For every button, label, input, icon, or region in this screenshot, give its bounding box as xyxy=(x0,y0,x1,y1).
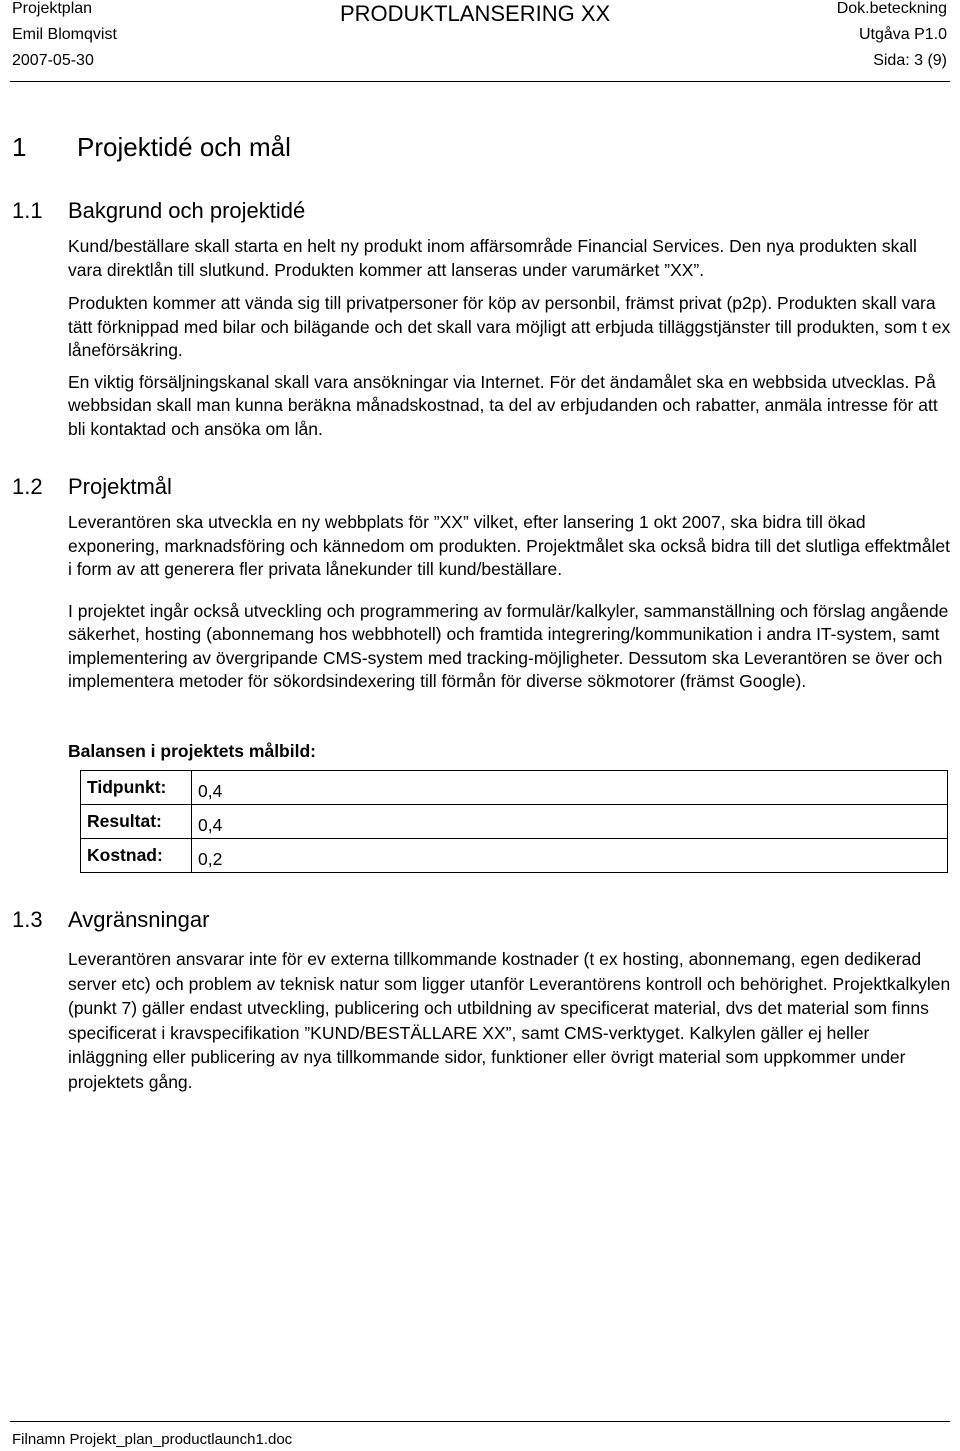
header-rule xyxy=(10,81,950,82)
balance-value: 0,4 xyxy=(198,781,223,801)
paragraph: Leverantören ansvarar inte för ev externa tillkommande kostnader (t ex hosting, abonnemang, egen dedikerad server etc) och problem av teknisk natur som ligger utanför Leverantörens kontroll och behörighet. Projektkalkylen (punkt 7) gäller endast utveckling, publicering och utbildning av specificerat material, dvs det material som finns specificerat i kravspecifikation ”KUND/BESTÄLLARE XX”, samt CMS-verktyget. Kalkylen gäller ej heller inläggning eller publicering av nya tillkommande sidor, funktioner eller övrigt material som uppkommer under projektets gång. xyxy=(68,949,951,1092)
footer-rule xyxy=(10,1421,950,1422)
section-1-number: 1 xyxy=(12,132,27,162)
doc-id-label: Dok.beteckning xyxy=(836,0,947,17)
paragraph: Produkten kommer att vända sig till privatpersoner för köp av personbil, främst privat (p2p). Produkten skall vara tätt förknippad med bilar och bilägande och det skall vara möjligt att erbjuda tilläggstjänster till produkten, som t ex låneförsäkring. xyxy=(68,293,951,360)
table-row xyxy=(81,805,948,839)
paragraph: Leverantören ska utveckla en ny webbplats för ”XX” vilket, efter lansering 1 okt 2007, ska bidra till ökad exponering, marknadsföring och kännedom om produkten. Projektmålet ska också bidra till det slutliga effektmålet i form av att generera fler privata lånekunder till kund/beställare. xyxy=(68,512,950,579)
section-1-title: Projektidé och mål xyxy=(77,132,291,162)
section-1-2-number: 1.2 xyxy=(12,474,43,499)
section-1-2-body xyxy=(68,511,952,694)
section-1-3-number: 1.3 xyxy=(12,907,43,932)
balance-value: 0,4 xyxy=(198,815,223,835)
balance-label: Resultat: xyxy=(81,805,192,839)
balance-value-cell xyxy=(192,839,948,873)
section-1-1-body xyxy=(68,235,952,441)
balance-value-cell xyxy=(192,771,948,805)
table-row xyxy=(81,839,948,873)
section-1-3-title: Avgränsningar xyxy=(68,907,210,932)
paragraph: I projektet ingår också utveckling och programmering av formulär/kalkyler, sammanställning och förslag angående säkerhet, hosting (abonnemang hos webbhotell) och framtida integrering/kommunikation i andra IT-system, samt implementering av övergripande CMS-system med tracking-möjligheter. Dessutom ska Leverantören se över och implementera metoder för sökordsindexering till förmån för diverse sökmotorer (främst Google). xyxy=(68,600,949,691)
balance-value: 0,2 xyxy=(198,849,223,869)
balance-label: Kostnad: xyxy=(81,839,192,873)
page-number: Sida: 3 (9) xyxy=(873,52,947,69)
footer-filename: Filnamn Projekt_plan_productlaunch1.doc xyxy=(12,1431,293,1448)
section-1-2-title: Projektmål xyxy=(68,474,172,499)
balance-title: Balansen i projektets målbild: xyxy=(68,741,316,761)
table-row xyxy=(81,771,948,805)
balance-value-cell xyxy=(192,805,948,839)
section-1-1-title: Bakgrund och projektidé xyxy=(68,198,306,223)
doc-type: Projektplan xyxy=(12,0,93,17)
balance-label: Tidpunkt: xyxy=(81,771,192,805)
doc-title: PRODUKTLANSERING XX xyxy=(340,1,611,26)
edition: Utgåva P1.0 xyxy=(858,26,947,43)
section-1-1-number: 1.1 xyxy=(12,198,43,223)
balance-table xyxy=(80,770,948,873)
section-1-3-body xyxy=(68,947,952,1095)
doc-date: 2007-05-30 xyxy=(12,52,94,69)
paragraph: Kund/beställare skall starta en helt ny produkt inom affärsområde Financial Services. Den nya produkten skall vara direktlån till slutkund. Produkten kommer att lanseras under varumärket ”XX”. xyxy=(68,236,917,280)
paragraph: En viktig försäljningskanal skall vara ansökningar via Internet. För det ändamålet ska en webbsida utvecklas. På webbsidan skall man kunna beräkna månadskostnad, ta del av erbjudanden och rabatter, anmäla intresse för att bli kontaktad och ansöka om lån. xyxy=(68,371,938,439)
author: Emil Blomqvist xyxy=(12,26,117,43)
